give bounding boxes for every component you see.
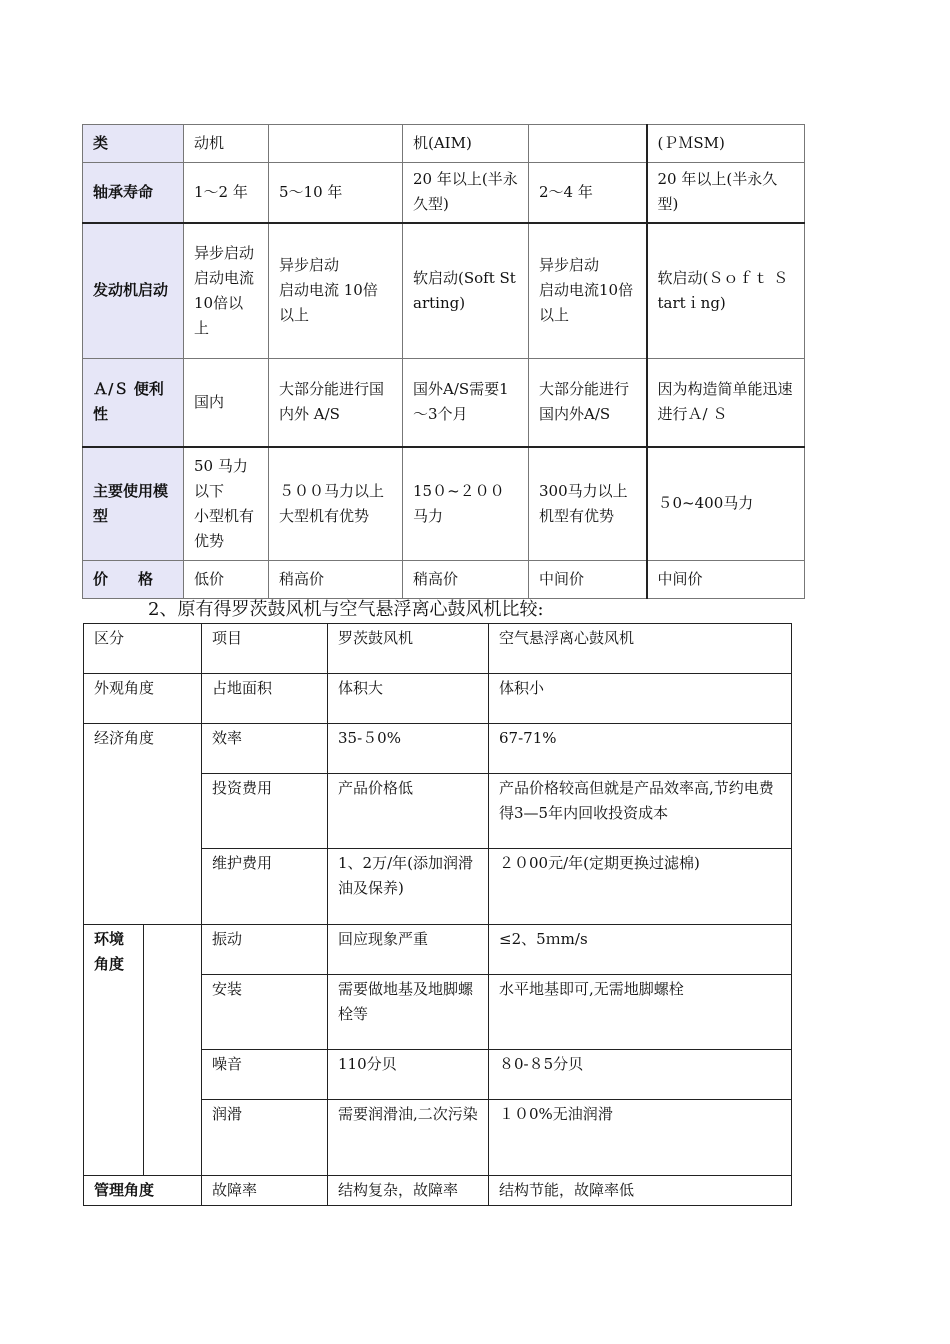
item-cell: 投资费用 (202, 774, 328, 849)
table-cell: ５００马力以上 大型机有优势 (269, 447, 403, 561)
row-label-cell: 价 格 (83, 561, 184, 599)
air-cell: 体积小 (489, 674, 792, 724)
header-cell: 项目 (202, 624, 328, 674)
table-row (84, 724, 792, 774)
table-cell (529, 125, 647, 163)
table-row (84, 624, 792, 674)
table-cell: 20 年以上(半永久型) (647, 163, 805, 223)
header-cell: 空气悬浮离心鼓风机 (489, 624, 792, 674)
category-cell: 管理角度 (84, 1176, 202, 1206)
table-cell: 5～10 年 (269, 163, 403, 223)
item-cell: 占地面积 (202, 674, 328, 724)
category-cell: 经济角度 (84, 724, 202, 925)
section-caption: 2、原有得罗茨鼓风机与空气悬浮离心鼓风机比较: (148, 599, 544, 620)
header-cell: 区分 (84, 624, 202, 674)
roots-cell: 需要做地基及地脚螺栓等 (328, 975, 489, 1050)
table-cell: 低价 (184, 561, 269, 599)
roots-cell: 1、2万/年(添加润滑油及保养) (328, 849, 489, 925)
table-row (83, 163, 805, 223)
table-cell: 1～2 年 (184, 163, 269, 223)
category-cell: 外观角度 (84, 674, 202, 724)
table-cell: 大部分能进行国内外 A/S (269, 359, 403, 447)
table-cell: 异步启动 启动电流 10倍以上 (184, 223, 269, 359)
table-cell: 国外A/S需要1～3个月 (403, 359, 529, 447)
blower-comparison-table (83, 623, 792, 1206)
item-cell: 维护费用 (202, 849, 328, 925)
row-label-cell: 发动机启动 (83, 223, 184, 359)
table-cell: 稍高价 (403, 561, 529, 599)
table-cell: 20 年以上(半永久型) (403, 163, 529, 223)
table-cell (269, 125, 403, 163)
row-label-cell: 主要使用模型 (83, 447, 184, 561)
air-cell: ２０00元/年(定期更换过滤棉) (489, 849, 792, 925)
table-row (83, 359, 805, 447)
table-cell: ５0~400马力 (647, 447, 805, 561)
table-cell: 稍高价 (269, 561, 403, 599)
empty-cell (144, 925, 202, 1176)
roots-cell: 产品价格低 (328, 774, 489, 849)
air-cell: １０0%无油润滑 (489, 1100, 792, 1176)
motor-comparison-table (82, 124, 805, 599)
roots-cell: 结构复杂，故障率 (328, 1176, 489, 1206)
air-cell: 结构节能，故障率低 (489, 1176, 792, 1206)
table-cell: 中间价 (647, 561, 805, 599)
item-cell: 噪音 (202, 1050, 328, 1100)
table-cell: 软启动(Soft Starting) (403, 223, 529, 359)
table-cell: 50 马力以下 小型机有优势 (184, 447, 269, 561)
table-cell: 机(AIM) (403, 125, 529, 163)
item-cell: 故障率 (202, 1176, 328, 1206)
air-cell: 67-71% (489, 724, 792, 774)
table-cell: 大部分能进行国内外A/S (529, 359, 647, 447)
item-cell: 安装 (202, 975, 328, 1050)
roots-cell: 110分贝 (328, 1050, 489, 1100)
table-cell: 软启动(Ｓｏｆｔ Ｓtartｉng) (647, 223, 805, 359)
row-label-cell: 类 (83, 125, 184, 163)
row-label-cell: 轴承寿命 (83, 163, 184, 223)
table-row (84, 674, 792, 724)
row-label-cell: Ａ/Ｓ 便利性 (83, 359, 184, 447)
table-row (83, 447, 805, 561)
table-cell: 动机 (184, 125, 269, 163)
table-cell: 国内 (184, 359, 269, 447)
table-cell: 2～4 年 (529, 163, 647, 223)
table-cell: (ＰＭSM) (647, 125, 805, 163)
item-cell: 润滑 (202, 1100, 328, 1176)
table-row (84, 925, 792, 975)
item-cell: 效率 (202, 724, 328, 774)
table-cell: 因为构造简单能迅速进行Ａ/ Ｓ (647, 359, 805, 447)
table-row (83, 223, 805, 359)
table-cell: 中间价 (529, 561, 647, 599)
roots-cell: 35-５0% (328, 724, 489, 774)
air-cell: ８0-８5分贝 (489, 1050, 792, 1100)
air-cell: ≤2、5ｍm/s (489, 925, 792, 975)
table-row (83, 561, 805, 599)
table-row (83, 125, 805, 163)
roots-cell: 回应现象严重 (328, 925, 489, 975)
air-cell: 水平地基即可,无需地脚螺栓 (489, 975, 792, 1050)
roots-cell: 体积大 (328, 674, 489, 724)
table-cell: 15０~２００马力 (403, 447, 529, 561)
table-cell: 异步启动 启动电流 10倍以上 (269, 223, 403, 359)
header-cell: 罗茨鼓风机 (328, 624, 489, 674)
table-row (84, 1176, 792, 1206)
item-cell: 振动 (202, 925, 328, 975)
table-cell: 300马力以上机型有优势 (529, 447, 647, 561)
category-cell: 环境角度 (84, 925, 144, 1176)
roots-cell: 需要润滑油,二次污染 (328, 1100, 489, 1176)
table-cell: 异步启动 启动电流10倍以上 (529, 223, 647, 359)
air-cell: 产品价格较高但就是产品效率高,节约电费得3—5年内回收投资成本 (489, 774, 792, 849)
